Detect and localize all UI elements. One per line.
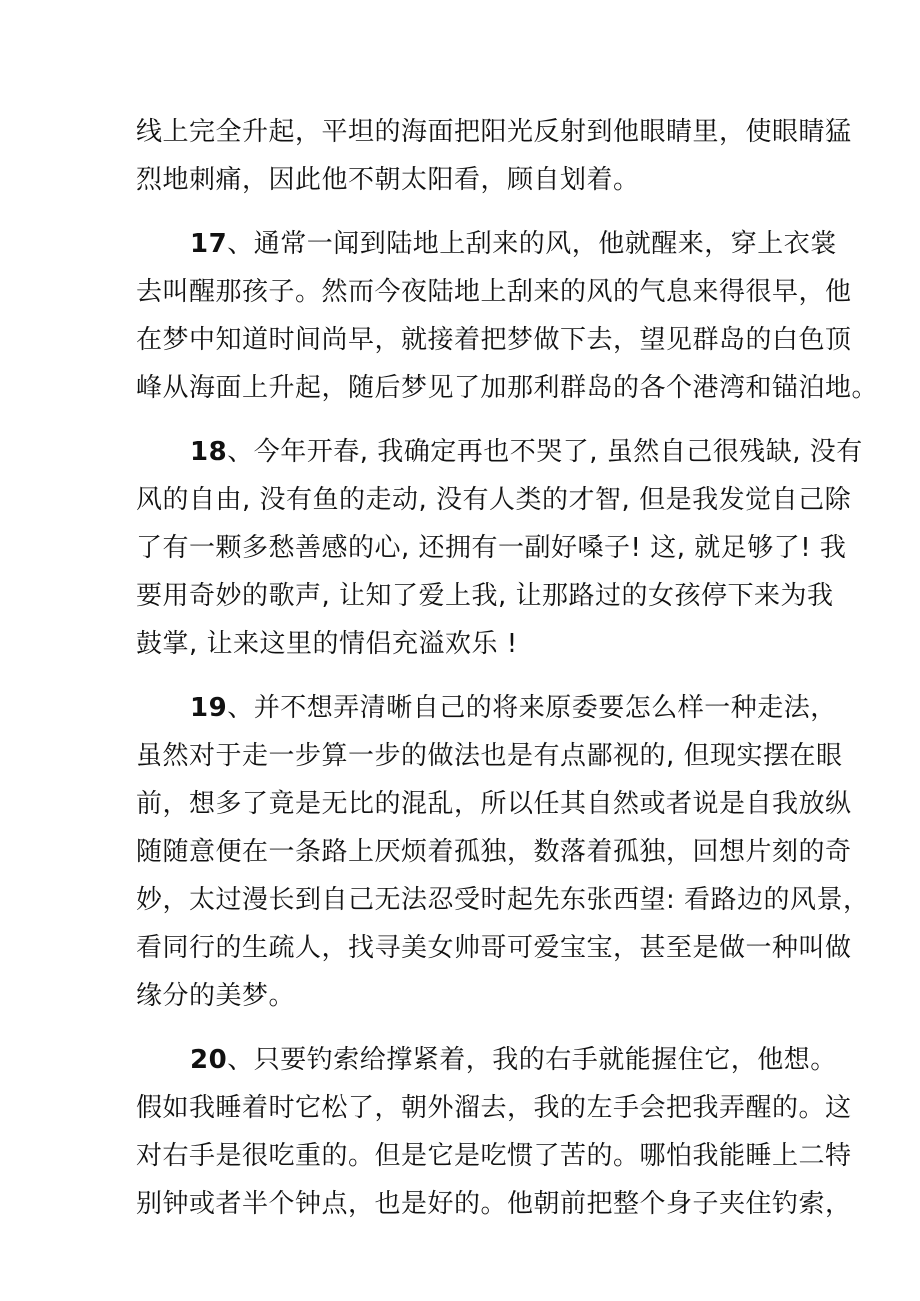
text-line-content: 、只要钓索给撑紧着，我的右手就能握住它，他想。 [227, 1045, 837, 1075]
text-line-content: 、今年开春, 我确定再也不哭了, 虽然自己很残缺, 没有 [227, 437, 863, 467]
paragraph-number: 17 [190, 229, 228, 259]
paragraph-18 [136, 428, 863, 668]
text-line: 在梦中知道时间尚早，就接着把梦做下去，望见群岛的白色顶 [136, 325, 852, 355]
text-line: 对右手是很吃重的。但是它是吃惯了苦的。哪怕我能睡上二特 [136, 1141, 852, 1171]
text-line: 随随意便在一条路上厌烦着孤独，数落着孤独，回想片刻的奇 [136, 837, 852, 867]
text-line: 前，想多了竟是无比的混乱，所以任其自然或者说是自我放纵 [136, 789, 852, 819]
text-line: 风的自由, 没有鱼的走动, 没有人类的才智, 但是我发觉自己除 [136, 485, 852, 515]
text-line-content: 、通常一闻到陆地上刮来的风，他就醒来，穿上衣裳 [227, 229, 837, 259]
document-body [136, 108, 879, 1244]
text-line: 烈地刺痛，因此他不朝太阳看，顾自划着。 [136, 165, 640, 195]
text-line: 要用奇妙的歌声, 让知了爱上我, 让那路过的女孩停下来为我 [136, 581, 834, 611]
text-line: 线上完全升起，平坦的海面把阳光反射到他眼睛里，使眼睛猛 [136, 117, 852, 147]
paragraph-number: 18 [190, 437, 228, 467]
paragraph-17 [136, 220, 879, 412]
text-line: 峰从海面上升起，随后梦见了加那利群岛的各个港湾和锚泊地。 [136, 373, 879, 403]
text-line: 去叫醒那孩子。然而今夜陆地上刮来的风的气息来得很早，他 [136, 277, 852, 307]
paragraph-number: 19 [190, 693, 228, 723]
text-line: 妙，太过漫长到自己无法忍受时起先东张西望: 看路边的风景， [136, 885, 870, 915]
text-line [136, 220, 837, 268]
text-line: 了有一颗多愁善感的心, 还拥有一副好嗓子! 这, 就足够了! 我 [136, 533, 847, 563]
text-line: 假如我睡着时它松了，朝外溜去，我的左手会把我弄醒的。这 [136, 1093, 852, 1123]
text-line [136, 684, 837, 732]
text-line [136, 1036, 837, 1084]
text-line-content: 、并不想弄清晰自己的将来原委要怎么样一种走法， [227, 693, 837, 723]
text-line [136, 428, 863, 476]
text-line: 缘分的美梦。 [136, 981, 296, 1011]
paragraph-continuation [136, 108, 852, 204]
text-line: 看同行的生疏人，找寻美女帅哥可爱宝宝，甚至是做一种叫做 [136, 933, 852, 963]
text-line: 虽然对于走一步算一步的做法也是有点鄙视的, 但现实摆在眼 [136, 741, 843, 771]
paragraph-20 [136, 1036, 852, 1228]
paragraph-number: 20 [190, 1045, 228, 1075]
paragraph-19 [136, 684, 870, 1020]
text-line: 鼓掌, 让来这里的情侣充溢欢乐 ! [136, 629, 518, 659]
text-line: 别钟或者半个钟点，也是好的。他朝前把整个身子夹住钓索， [136, 1189, 852, 1219]
